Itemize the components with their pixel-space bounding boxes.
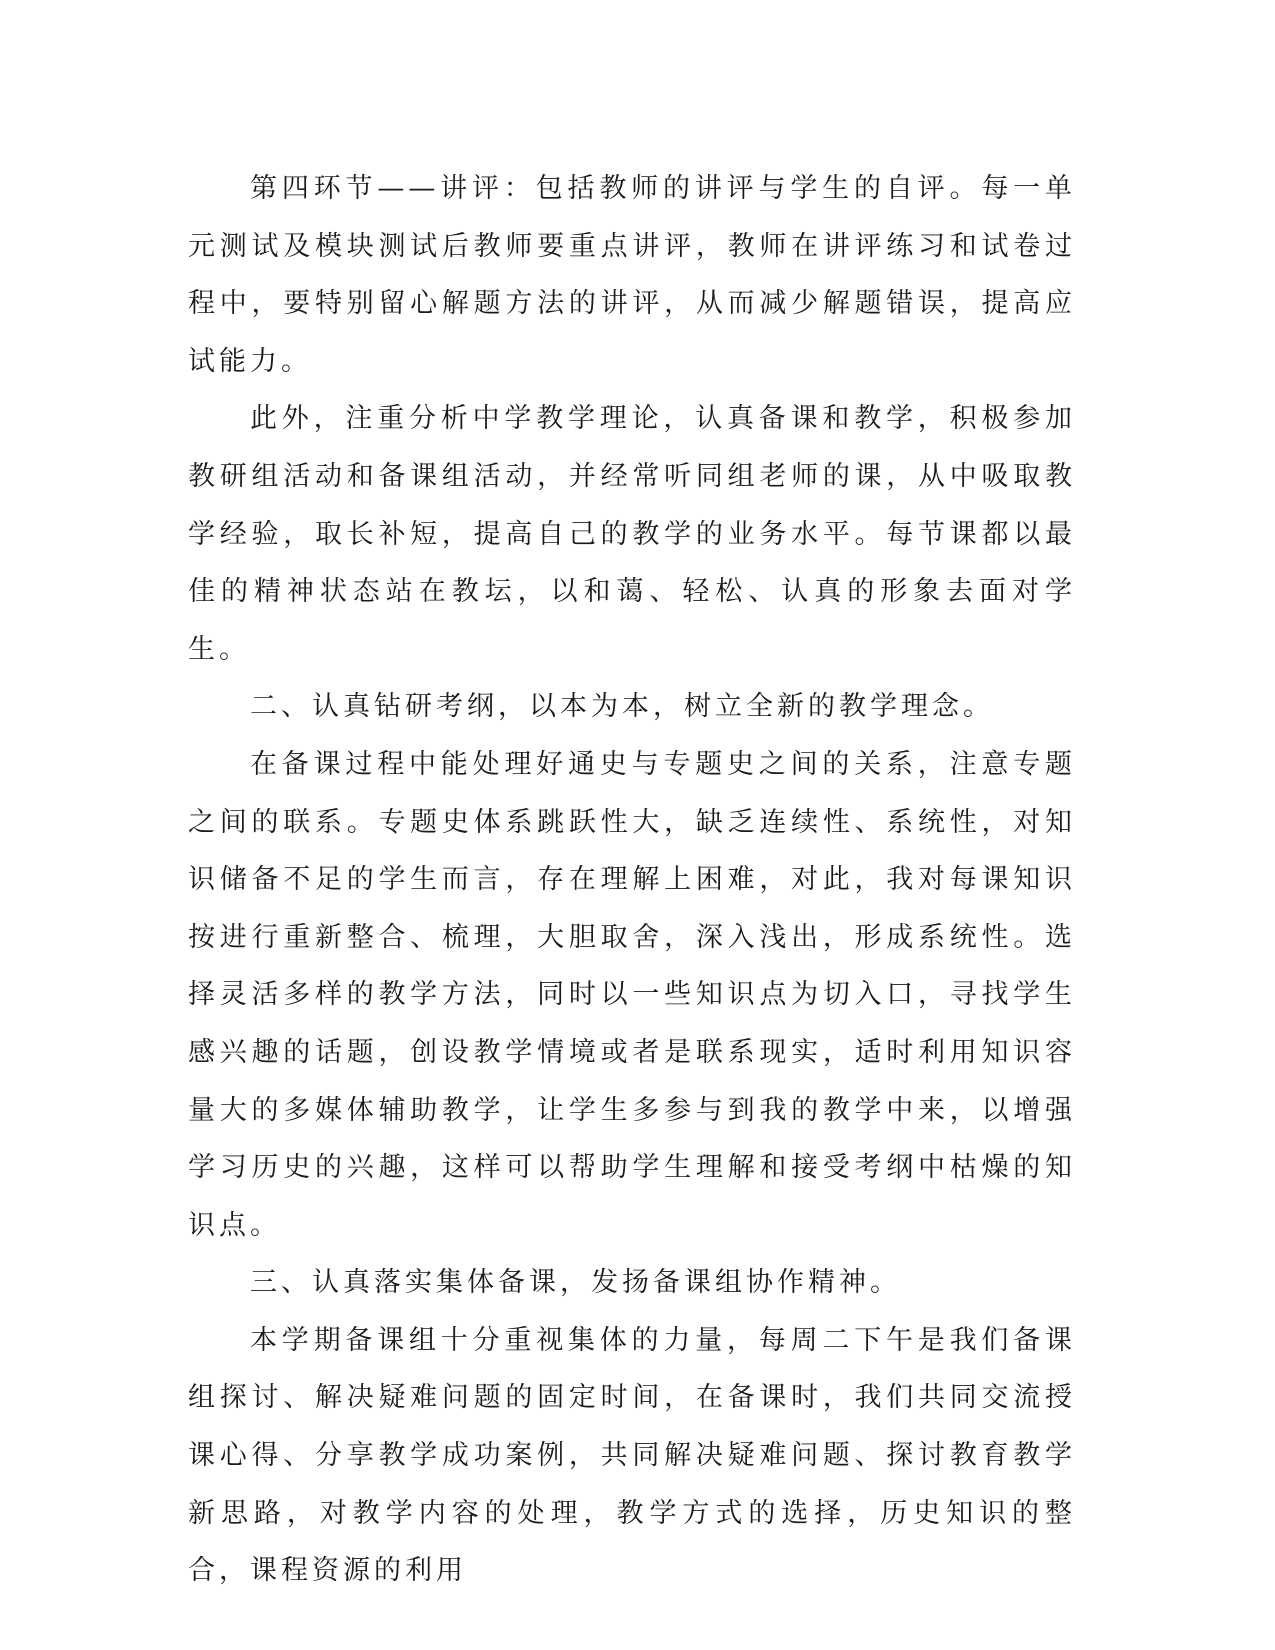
heading-section-three: 三、认真落实集体备课，发扬备课组协作精神。 [250, 1267, 901, 1299]
paragraph-collective-preparation: 本学期备课组十分重视集体的力量，每周二下午是我们备课组探讨、解决疑难问题的固定时间，在备课时，我们共同交流授课心得、分享教学成功案例，共同解决疑难问题、探讨教育教学新思路，对教学内容的处理，教学方式的选择，历史知识的整合，课程资源的利用 [188, 1324, 1076, 1587]
heading-section-two: 二、认真钻研考纲，以本为本，树立全新的教学理念。 [250, 691, 994, 723]
paragraph-lesson-preparation: 在备课过程中能处理好通史与专题史之间的关系，注意专题之间的联系。专题史体系跳跃性大，缺乏连续性、系统性，对知识储备不足的学生而言，存在理解上困难，对此，我对每课知识按进行重新整合、梳理，大胆取舍，深入浅出，形成系统性。选择灵活多样的教学方法，同时以一些知识点为切入口，寻找学生感兴趣的话题，创设教学情境或者是联系现实，适时利用知识容量大的多媒体辅助教学，让学生多参与到我的教学中来，以增强学习历史的兴趣，这样可以帮助学生理解和接受考纲中枯燥的知识点。 [188, 748, 1076, 1241]
document-body [188, 160, 1076, 1600]
paragraph-lecture-review: 第四环节——讲评：包括教师的讲评与学生的自评。每一单元测试及模块测试后教师要重点讲评，教师在讲评练习和试卷过程中，要特别留心解题方法的讲评，从而减少解题错误，提高应试能力。 [188, 173, 1076, 377]
paragraph-teaching-theory: 此外，注重分析中学教学理论，认真备课和教学，积极参加教研组活动和备课组活动，并经常听同组老师的课，从中吸取教学经验，取长补短，提高自己的教学的业务水平。每节课都以最佳的精神状态站在教坛，以和蔼、轻松、认真的形象去面对学生。 [188, 403, 1076, 665]
